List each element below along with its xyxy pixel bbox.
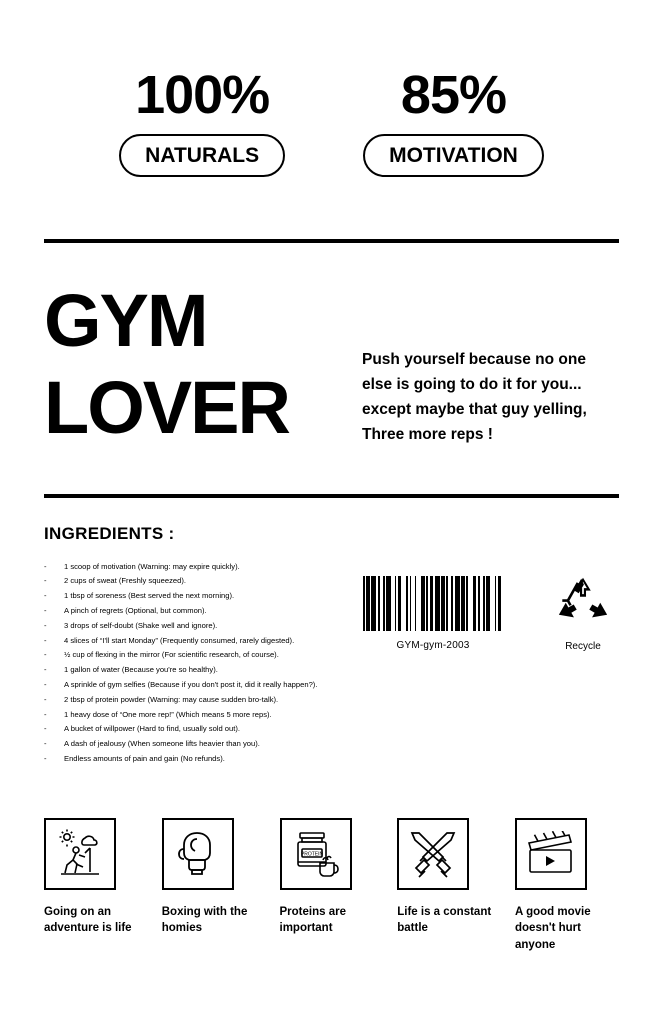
recycle-icon [555, 576, 611, 626]
list-item-text: A pinch of regrets (Optional, but common). [64, 606, 207, 616]
stat-label-naturals: NATURALS [119, 134, 285, 177]
feature-adventure [44, 818, 148, 953]
ingredients-list [44, 560, 374, 767]
boxing-glove-icon [175, 829, 221, 879]
list-item [44, 737, 374, 752]
icon-frame [515, 818, 587, 890]
stat-naturals [119, 65, 285, 177]
codes-group [363, 576, 619, 652]
barcode-icon [363, 576, 503, 631]
list-item-text: 1 scoop of motivation (Warning: may expire quickly). [64, 561, 240, 571]
stat-percent: 100% [135, 65, 270, 125]
recycle-label: Recycle [565, 640, 601, 652]
list-item [44, 693, 374, 708]
feature-caption: A good movie doesn't hurt anyone [515, 906, 591, 951]
recycle-block [547, 576, 619, 652]
feature-caption: Going on an adventure is life [44, 906, 132, 935]
title-block [0, 243, 663, 452]
list-item [44, 589, 374, 604]
list-item [44, 708, 374, 723]
stat-motivation [363, 65, 544, 177]
bullet-dash: - [44, 724, 47, 734]
barcode-block [363, 576, 503, 651]
movie-clapperboard-icon [525, 831, 577, 877]
bullet-dash: - [44, 576, 47, 586]
page-title-line2: LOVER [44, 366, 289, 450]
list-item [44, 752, 374, 767]
ingredients-section [0, 498, 663, 767]
stat-percent: 85% [400, 65, 507, 125]
list-item [44, 634, 374, 649]
bullet-dash: - [44, 739, 47, 749]
bullet-dash: - [44, 635, 47, 645]
barcode-bar [501, 576, 503, 631]
page-title [44, 277, 344, 452]
barcode-label: GYM-gym-2003 [396, 639, 470, 651]
hiking-adventure-icon [54, 828, 106, 880]
list-item-text: A bucket of willpower (Hard to find, usually sold out). [64, 724, 241, 734]
bullet-dash: - [44, 694, 47, 704]
svg-text:PROTEIN: PROTEIN [300, 851, 323, 858]
crossed-swords-icon [408, 829, 458, 879]
stats-row [0, 0, 663, 177]
list-item [44, 604, 374, 619]
list-item-text: 2 tbsp of protein powder (Warning: may cause sudden bro-talk). [64, 694, 279, 704]
stat-label-motivation: MOTIVATION [363, 134, 544, 177]
list-item-text: ½ cup of flexing in the mirror (For scientific research, of course). [64, 650, 279, 660]
tagline: Push yourself because no one else is going to do it for you... except maybe that guy yelling, Three more reps ! [362, 351, 587, 444]
list-item-text: 3 drops of self-doubt (Shake well and ignore). [64, 620, 218, 630]
feature-proteins [280, 818, 384, 953]
bullet-dash: - [44, 620, 47, 630]
icon-frame [280, 818, 352, 890]
feature-movie [515, 818, 619, 953]
icon-frame [162, 818, 234, 890]
list-item-text: 1 heavy dose of “One more rep!” (Which means 5 more reps). [64, 709, 272, 719]
list-item [44, 678, 374, 693]
list-item [44, 663, 374, 678]
list-item [44, 560, 374, 575]
icon-frame [44, 818, 116, 890]
list-item [44, 574, 374, 589]
bullet-dash: - [44, 680, 47, 689]
icon-frame [397, 818, 469, 890]
bullet-dash: - [44, 709, 47, 719]
bullet-dash: - [44, 650, 47, 660]
page-title-line1: GYM [44, 279, 207, 362]
list-item-text: Endless amounts of pain and gain (No refunds). [64, 753, 225, 763]
list-item [44, 648, 374, 663]
protein-jar-icon [290, 830, 342, 878]
bullet-dash: - [44, 753, 47, 763]
list-item [44, 722, 374, 737]
list-item-text: 4 slices of “I'll start Monday” (Frequently consumed, rarely digested). [64, 635, 295, 645]
feature-caption: Life is a constant battle [397, 906, 492, 935]
list-item-text: 2 cups of sweat (Freshly squeezed). [64, 576, 186, 586]
bullet-dash: - [44, 606, 47, 616]
feature-caption: Boxing with the homies [161, 906, 248, 935]
feature-boxing [162, 818, 266, 953]
feature-battle [397, 818, 501, 953]
list-item-text: 1 tbsp of soreness (Best served the next morning). [64, 591, 235, 601]
bullet-dash: - [44, 591, 47, 601]
bullet-dash: - [44, 665, 47, 675]
features-row [44, 818, 619, 953]
list-item-text: A dash of jealousy (When someone lifts heavier than you). [64, 739, 260, 749]
feature-caption: Proteins are important [279, 906, 346, 935]
bullet-dash: - [44, 561, 47, 571]
list-item-text: A sprinkle of gym selfies (Because if you don't post it, did it really happen?). [64, 680, 318, 689]
ingredients-heading: INGREDIENTS : [44, 523, 175, 543]
list-item [44, 619, 374, 634]
list-item-text: 1 gallon of water (Because you're so healthy). [64, 665, 218, 675]
